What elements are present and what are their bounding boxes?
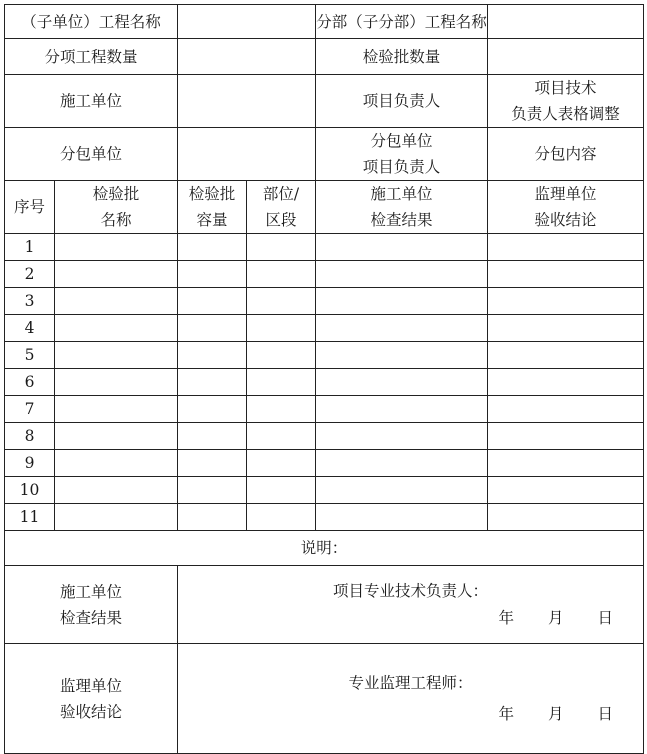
col-batch-capacity-line-1: 检验批 [188,185,236,203]
col-batch-capacity-line-2: 容量 [196,211,228,229]
supervisor-result-cell[interactable] [488,234,644,261]
contractor-result-cell[interactable] [316,477,488,504]
table-row [5,504,644,531]
contractor-label: 施工单位 [5,75,178,128]
batch-capacity-cell[interactable] [178,504,247,531]
count-row [5,39,644,75]
sub-pm-label [316,128,488,181]
tech-lead-label-line-1: 项目技术 [534,79,597,97]
sub-content-label: 分包内容 [488,128,644,181]
row-number: 9 [5,450,55,477]
date-year: 年 [498,609,514,627]
subitem-count-label: 分项工程数量 [5,39,178,75]
row-number: 2 [5,261,55,288]
date-year: 年 [498,705,514,723]
inspection-table [4,4,644,754]
date-day: 日 [597,609,614,627]
supervisor-sign-row [5,644,644,754]
batch-capacity-cell[interactable] [178,288,247,315]
location-cell[interactable] [247,504,316,531]
contractor-result-cell[interactable] [316,342,488,369]
project-name-label: （子单位）工程名称 [5,5,178,39]
table-row [5,261,644,288]
col-location-line-1: 部位/ [262,185,300,203]
contractor-sign-date [498,605,613,631]
supervisor-signer-label: 专业监理工程师： [348,674,473,692]
batch-name-cell[interactable] [55,369,178,396]
contractor-result-cell[interactable] [316,423,488,450]
col-supervisor-result [488,181,644,234]
contractor-result-cell[interactable] [316,396,488,423]
batch-name-cell[interactable] [55,423,178,450]
batch-name-cell[interactable] [55,261,178,288]
location-cell[interactable] [247,342,316,369]
tech-lead-label [488,75,644,128]
supervisor-result-cell[interactable] [488,477,644,504]
batch-capacity-cell[interactable] [178,315,247,342]
contractor-section-label-line-2: 检查结果 [60,608,123,627]
inspection-form [4,4,643,733]
contractor-row [5,75,644,128]
row-number: 4 [5,315,55,342]
batch-count-label: 检验批数量 [316,39,488,75]
batch-capacity-cell[interactable] [178,261,247,288]
contractor-result-cell[interactable] [316,369,488,396]
subcontractor-label: 分包单位 [5,128,178,181]
col-contractor-result-line-2: 检查结果 [370,211,433,229]
table-row [5,315,644,342]
date-month: 月 [547,705,564,723]
notes-row [5,531,644,566]
supervisor-result-cell[interactable] [488,450,644,477]
project-name-row [5,5,644,39]
table-row [5,396,644,423]
batch-name-cell[interactable] [55,234,178,261]
column-header-row [5,181,644,234]
table-row [5,288,644,315]
sub-pm-label-line-1: 分包单位 [370,132,433,150]
col-contractor-result-line-1: 施工单位 [370,185,433,203]
contractor-result-cell[interactable] [316,504,488,531]
batch-name-cell[interactable] [55,477,178,504]
location-cell[interactable] [247,234,316,261]
batch-name-cell[interactable] [55,315,178,342]
supervisor-sign-area[interactable] [178,644,644,754]
supervisor-result-cell[interactable] [488,315,644,342]
supervisor-section-label-line-2: 验收结论 [60,702,123,721]
contractor-field[interactable] [178,75,316,128]
contractor-section-label-line-1: 施工单位 [60,582,123,601]
contractor-section-label [5,566,178,644]
row-number: 8 [5,423,55,450]
tech-lead-label-line-2: 负责人表格调整 [511,105,620,123]
subcontractor-row [5,128,644,181]
subcontractor-field[interactable] [178,128,316,181]
contractor-sign-row [5,566,644,644]
supervisor-result-cell[interactable] [488,342,644,369]
batch-count-field[interactable] [488,39,644,75]
date-month: 月 [547,609,564,627]
project-name-field[interactable] [178,5,316,39]
batch-capacity-cell[interactable] [178,234,247,261]
row-number: 7 [5,396,55,423]
table-row [5,234,644,261]
batch-name-cell[interactable] [55,504,178,531]
location-cell[interactable] [247,261,316,288]
notes-label[interactable]: 说明： [5,531,644,566]
division-name-field[interactable] [488,5,644,39]
batch-capacity-cell[interactable] [178,477,247,504]
batch-capacity-cell[interactable] [178,369,247,396]
contractor-result-cell[interactable] [316,450,488,477]
row-number: 6 [5,369,55,396]
row-number: 10 [5,477,55,504]
table-row [5,423,644,450]
location-cell[interactable] [247,423,316,450]
location-cell[interactable] [247,450,316,477]
supervisor-result-cell[interactable] [488,423,644,450]
batch-name-cell[interactable] [55,288,178,315]
contractor-result-cell[interactable] [316,261,488,288]
supervisor-section-label [5,644,178,754]
division-name-label: 分部（子分部）工程名称 [316,5,488,39]
subitem-count-field[interactable] [178,39,316,75]
location-cell[interactable] [247,396,316,423]
contractor-result-cell[interactable] [316,234,488,261]
col-batch-capacity [178,181,247,234]
supervisor-result-cell[interactable] [488,504,644,531]
col-batch-name-line-1: 检验批 [92,185,140,203]
batch-capacity-cell[interactable] [178,423,247,450]
col-location-line-2: 区段 [265,211,297,229]
table-row [5,369,644,396]
col-seq: 序号 [5,181,55,234]
contractor-result-cell[interactable] [316,288,488,315]
batch-name-cell[interactable] [55,450,178,477]
table-row [5,450,644,477]
location-cell[interactable] [247,315,316,342]
table-row [5,477,644,504]
supervisor-result-cell[interactable] [488,261,644,288]
col-contractor-result [316,181,488,234]
supervisor-sign-date [498,701,613,727]
row-number: 1 [5,234,55,261]
contractor-result-cell[interactable] [316,315,488,342]
supervisor-result-cell[interactable] [488,288,644,315]
contractor-signer-label: 项目专业技术负责人： [333,582,489,600]
batch-name-cell[interactable] [55,342,178,369]
col-supervisor-result-line-1: 监理单位 [534,185,597,203]
location-cell[interactable] [247,288,316,315]
pm-label: 项目负责人 [316,75,488,128]
col-supervisor-result-line-2: 验收结论 [534,211,597,229]
col-batch-name-line-2: 名称 [100,211,132,229]
col-batch-name [55,181,178,234]
row-number: 11 [5,504,55,531]
row-number: 5 [5,342,55,369]
batch-name-cell[interactable] [55,396,178,423]
batch-capacity-cell[interactable] [178,396,247,423]
supervisor-result-cell[interactable] [488,396,644,423]
location-cell[interactable] [247,477,316,504]
location-cell[interactable] [247,369,316,396]
row-number: 3 [5,288,55,315]
supervisor-section-label-line-1: 监理单位 [60,676,123,695]
sub-pm-label-line-2: 项目负责人 [362,158,441,176]
table-row [5,342,644,369]
contractor-sign-area[interactable] [178,566,644,644]
batch-capacity-cell[interactable] [178,450,247,477]
col-location [247,181,316,234]
batch-capacity-cell[interactable] [178,342,247,369]
supervisor-result-cell[interactable] [488,369,644,396]
date-day: 日 [597,705,614,723]
